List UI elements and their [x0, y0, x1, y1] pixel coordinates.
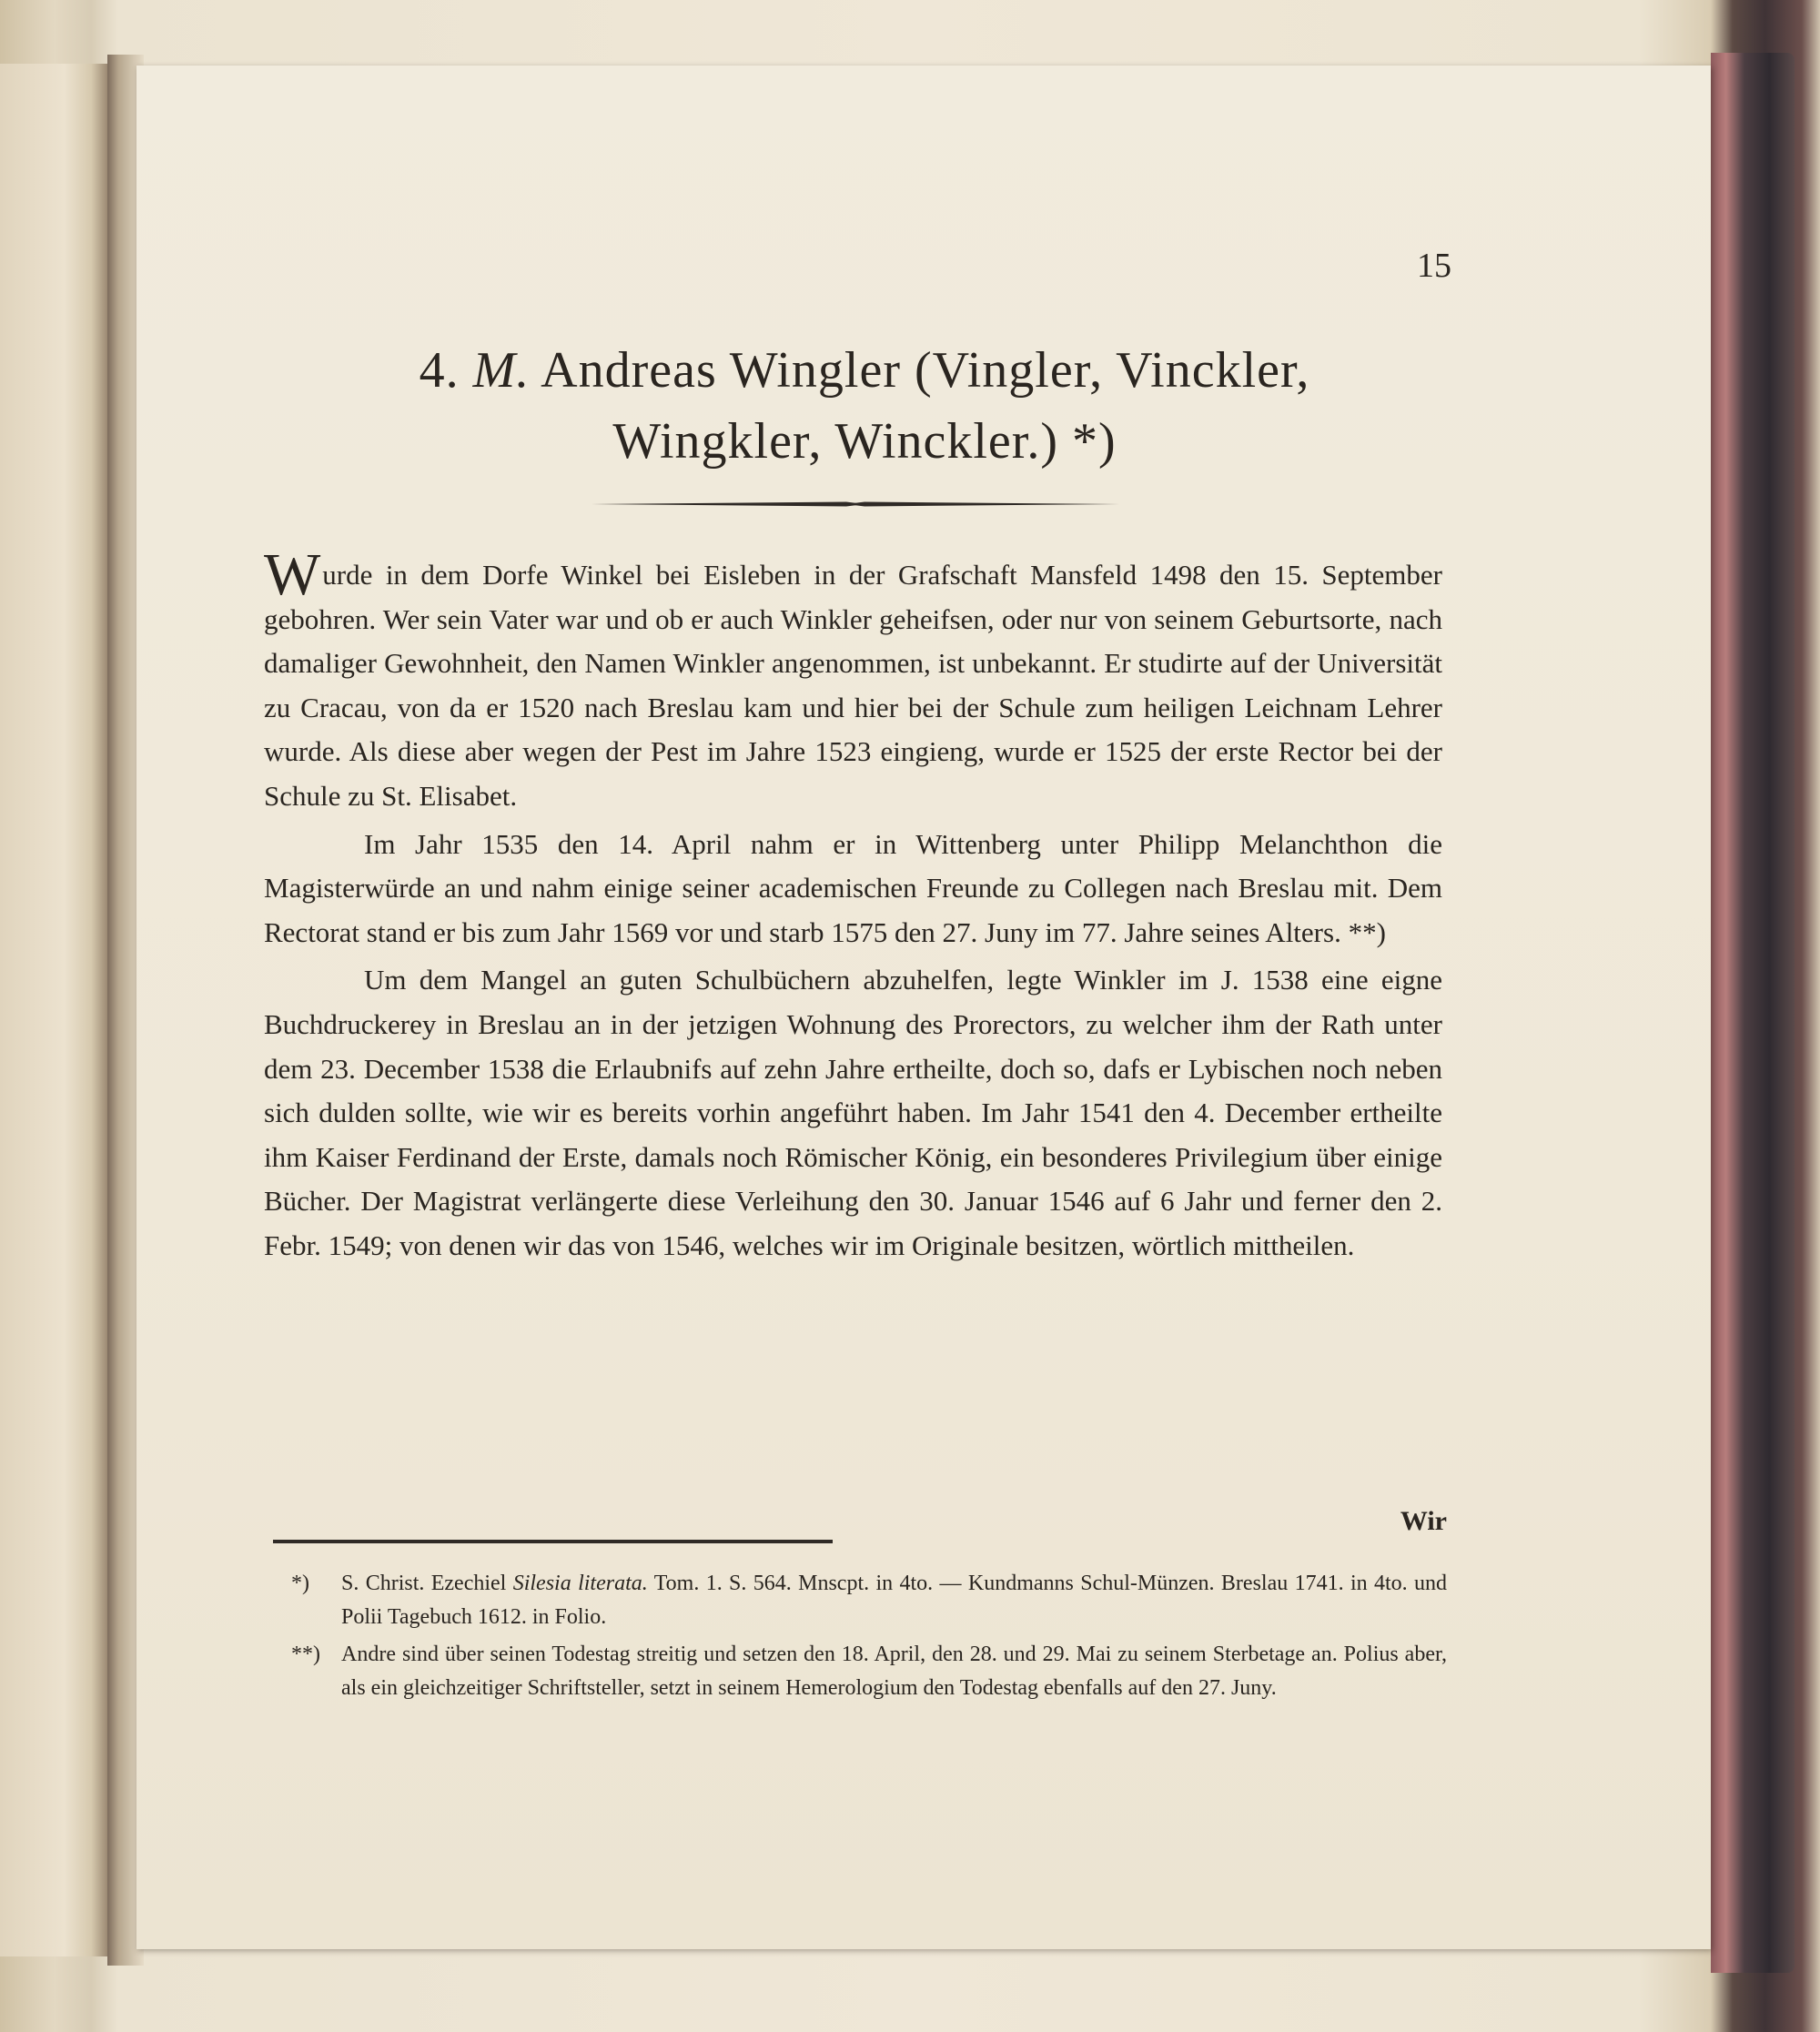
footnote-text: Andre sind über seinen Todestag streitig und setzen den 18. April, den 28. und 29. Mai zu seinem Sterbetage an. Polius aber, als ein gleichzeitiger Schriftsteller, setzt in seinem Hemerologium den Todestag ebenfalls auf den 27. Juny.: [341, 1643, 1447, 1700]
footnote-marker: **): [291, 1643, 320, 1666]
footnote-1-rest: Tom. 1. S. 564. Mnscpt. in 4to. — Kundmanns Schul-Münzen. Breslau 1741. in 4to. und Polii Tagebuch 1612. in Folio.: [341, 1572, 1447, 1629]
heading-number: 4.: [419, 342, 460, 399]
page-number: 15: [1417, 247, 1451, 285]
footnote-text: [341, 1567, 1447, 1634]
footnote-marker: *): [291, 1572, 309, 1595]
footnotes: [291, 1567, 1447, 1709]
catchword: Wir: [1400, 1506, 1447, 1536]
paragraph-1-text: urde in dem Dorfe Winkel bei Eisleben in der Grafschaft Mansfeld 1498 den 15. September gebohren. Wer sein Vater war und ob er auch Winkler geheifsen, oder nur von seinem Geburtsorte, nach damaliger Gewohnheit, den Namen Winkler angenommen, ist unbekannt. Er studirte auf der Universität zu Cracau, von da er 1520 nach Breslau kam und hier bei der Schule zum heiligen Leichnam Lehrer wurde. Als diese aber wegen der Pest im Jahre 1523 eingieng, wurde er 1525 der erste Rector bei der Schule zu St. Elisabet.: [264, 559, 1442, 812]
chapter-heading: [273, 335, 1456, 477]
heading-line-2: Wingkler, Winckler.): [612, 413, 1058, 470]
footnote-1-lead: S. Christ. Ezechiel: [341, 1572, 507, 1595]
footnote-rule: [273, 1540, 833, 1543]
heading-degree: M.: [472, 342, 531, 399]
footnote-2: [291, 1638, 1447, 1705]
paragraph-3: Um dem Mangel an guten Schulbüchern abzuhelfen, legte Winkler im J. 1538 eine eigne Buchdruckerey in Breslau an in der jetzigen Wohnung des Prorectors, zu welcher ihm der Rath unter dem 23. December 1538 die Erlaubnifs auf zehn Jahre ertheilte, doch so, dafs er Lybischen noch neben sich dulden sollte, wie wir es bereits vorhin angeführt haben. Im Jahr 1541 den 4. December ertheilte ihm Kaiser Ferdinand der Erste, damals noch Römischer König, ein besonderes Privilegium über einige Bücher. Der Magistrat verlängerte diese Verleihung den 30. Januar 1546 auf 6 Jahr und ferner den 2. Febr. 1549; von denen wir das von 1546, welches wir im Originale besitzen, wörtlich mittheilen.: [264, 964, 1442, 1261]
facing-page-edge: [0, 64, 109, 1956]
footnote-1-title: Silesia literata.: [512, 1572, 648, 1595]
book-cover-edge: [1711, 53, 1795, 1973]
drop-cap: W: [264, 541, 321, 608]
heading-ornament-rule: [592, 501, 1119, 507]
footnote-1: [291, 1567, 1447, 1634]
paragraph-2: Im Jahr 1535 den 14. April nahm er in Wittenberg unter Philipp Melanchthon die Magisterwürde an und nahm einige seiner academischen Freunde zu Collegen nach Breslau mit. Dem Rectorat stand er bis zum Jahr 1569 vor und starb 1575 den 27. Juny im 77. Jahre seines Alters. **): [264, 827, 1442, 948]
paragraph-1: [264, 541, 1442, 819]
body-text: [264, 541, 1442, 1269]
heading-line-1: Andreas Wingler (Vingler, Vinckler,: [541, 342, 1310, 399]
heading-note-marker: *): [1071, 413, 1117, 470]
